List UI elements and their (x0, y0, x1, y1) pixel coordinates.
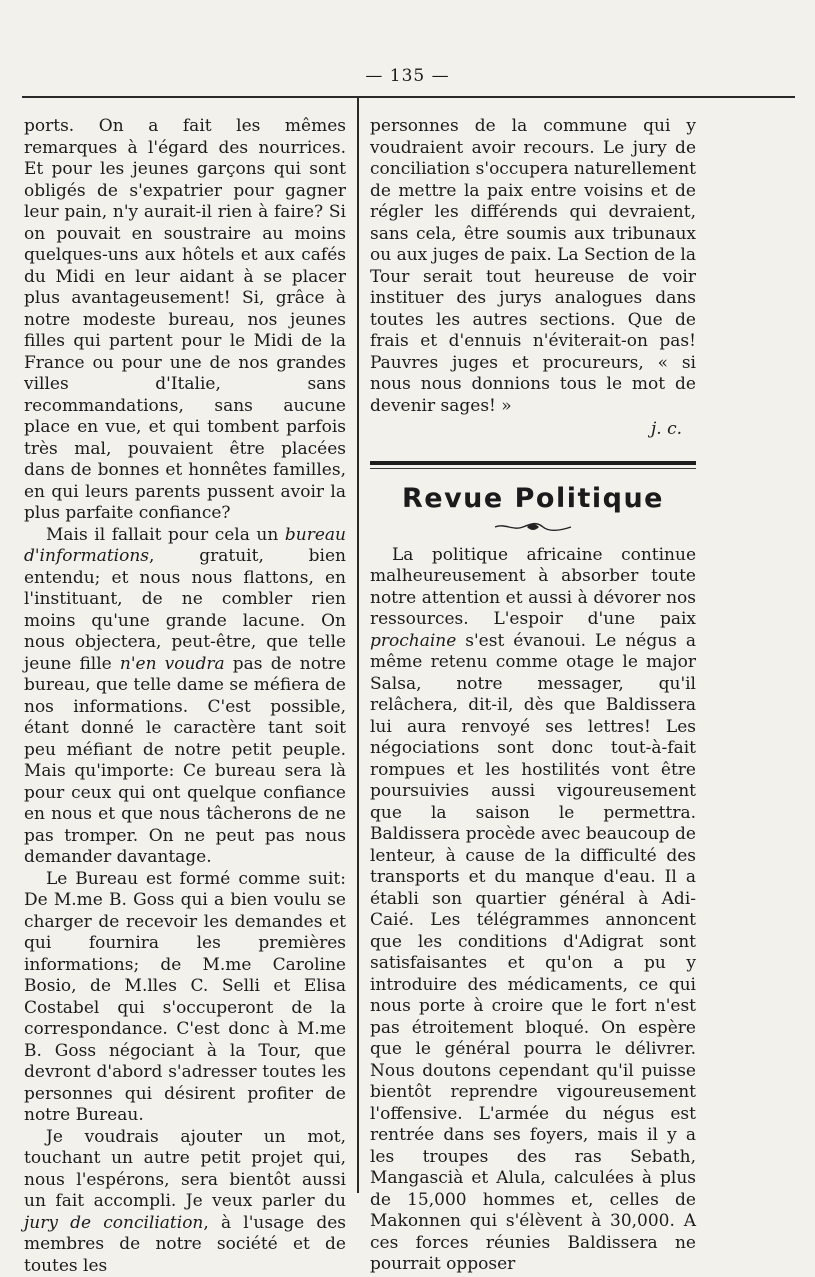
left-column (24, 116, 346, 1277)
section-rule-thick (370, 461, 696, 465)
section-rule-thin (370, 468, 696, 469)
left-paragraph-4 (24, 1127, 346, 1277)
left-p4-text-b: , à l'usage des membres de notre société et de toutes les (24, 1213, 346, 1276)
left-p4-text-a: Je voudrais ajouter un mot, touchant un autre petit projet qui, nous l'espérons, sera bientôt aussi un fait accompli. Je veux parler du (24, 1127, 346, 1212)
left-p2-text-a: Mais il fallait pour cela un (46, 525, 285, 545)
left-p2-italic-1: bureau d'informations (24, 525, 346, 567)
column-divider (357, 98, 359, 1193)
left-paragraph-1: ports. On a fait les mêmes remarques à l'égard des nourrices. Et pour les jeunes garçons qui sont obligés de s'expatrier pour gagner leur pain, n'y aurait-il rien à faire? Si on pouvait en soustraire au moins quelques-uns aux hôtels et aux cafés du Midi en leur aidant à se placer plus avantageusement! Si, grâce à notre modeste bureau, nos jeunes filles qui partent pour le Midi de la France ou pour une de nos grandes villes d'Italie, sans recommandations, sans aucune place en vue, et qui tombent parfois très mal, pouvaient être placées dans de bonnes et honnêtes familles, en qui leurs parents pussent avoir la plus parfaite confiance? (24, 116, 346, 525)
left-p2-italic-2: n'en voudra (120, 654, 225, 674)
left-p2-text-c: pas de notre bureau, que telle dame se méfiera de nos informations. C'est possible, étant donné le caractère tant soit peu méfiant de notre petit peuple. Mais qu'importe: Ce bureau sera là pour ceux qui ont quelque confiance en nous et que nous tâcherons de ne pas tromper. On ne peut pas nous demander davantage. (24, 654, 346, 868)
right-paragraph-2 (370, 545, 696, 1276)
right-column (370, 116, 696, 1276)
right-p2-text-b: s'est évanoui. Le négus a même retenu comme otage le major Salsa, notre messager, qu'il relâchera, dit-il, dès que Baldissera lui aura renvoyé ses lettres! Les négociations sont donc tout-à-fait rompues et les hostilités vont être poursuivies aussi vigoureusement que la saison le permettra. Baldissera procède avec beaucoup de lenteur, à cause de la difficulté des transports et du manque d'eau. Il a établi son quartier général à Adi-Caié. Les télégrammes annoncent que les conditions d'Adigrat sont satisfaisantes et qu'on a pu y introduire des médicaments, ce qui nous porte à croire que le fort n'est pas étroitement bloqué. On espère que le général pourra le délivrer. Nous doutons cependant qu'il puisse bientôt reprendre vigoureusement l'offensive. L'armée du négus est rentrée dans ses foyers, mais il y a les troupes des ras Sebath, Mangascià et Alula, calculées à plus de 15,000 hommes et, celles de Makonnen qui s'élèvent à 30,000. A ces forces réunies Baldissera ne pourrait opposer (370, 631, 696, 1275)
author-signature: j. c. (370, 419, 696, 441)
left-paragraph-2 (24, 525, 346, 869)
swash-ornament-icon (493, 521, 573, 533)
left-p2-text-b: , gratuit, bien entendu; et nous nous flattons, en l'instituant, de ne combler rien moins qu'une grande lacune. On nous objectera, peut-être, que telle jeune fille (24, 546, 346, 674)
left-paragraph-3: Le Bureau est formé comme suit: De M.me B. Goss qui a bien voulu se charger de recevoir les demandes et qui fournira les premières informations; de M.me Caroline Bosio, de M.lles C. Selli et Elisa Costabel qui s'occuperont de la correspondance. C'est donc à M.me B. Goss négociant à la Tour, que devront d'abord s'adresser toutes les personnes qui désirent profiter de notre Bureau. (24, 869, 346, 1127)
right-p2-italic: prochaine (370, 631, 456, 651)
right-paragraph-1: personnes de la commune qui y voudraient avoir recours. Le jury de conciliation s'occupera naturellement de mettre la paix entre voisins et de régler les différends qui devraient, sans cela, être soumis aux tribunaux ou aux juges de paix. La Section de la Tour serait tout heureuse de voir instituer des jurys analogues dans toutes les autres sections. Que de frais et d'ennuis n'éviterait-on pas! Pauvres juges et procureurs, « si nous nous donnions tous le mot de devenir sages! » (370, 116, 696, 417)
section-title: Revue Politique (370, 483, 696, 515)
header-rule (22, 96, 795, 98)
page-number: — 135 — (0, 66, 815, 86)
right-p2-text-a: La politique africaine continue malheureusement à absorber toute notre attention et aussi à dévorer nos ressources. L'espoir d'une paix (370, 545, 696, 630)
left-p4-italic: jury de conciliation (24, 1213, 203, 1233)
